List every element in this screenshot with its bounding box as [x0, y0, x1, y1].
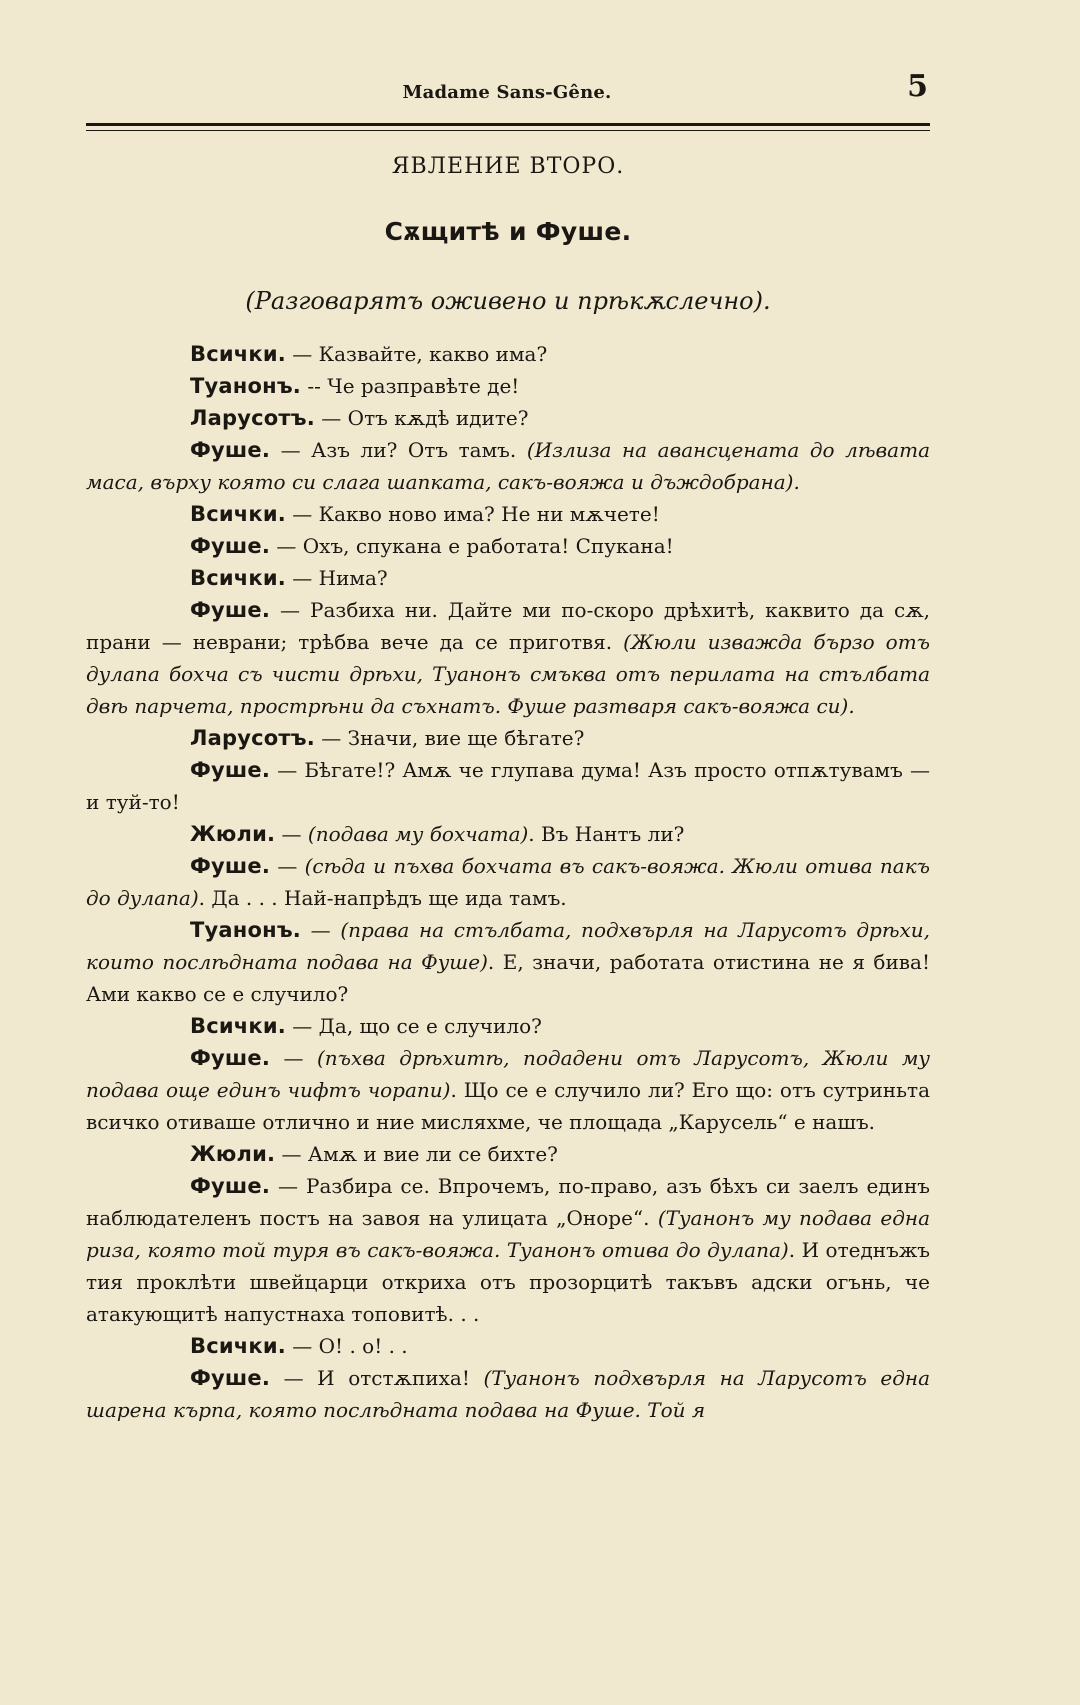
scene-characters: Сѫщитѣ и Фуше. [384, 217, 632, 246]
speaker-name: Фуше. [190, 598, 271, 622]
header-rule-thin [86, 130, 930, 131]
line-text: -- Че разправѣте де! [301, 374, 520, 398]
line-text: — [275, 822, 308, 846]
dialogue-line [86, 754, 930, 818]
dialogue-line [86, 1042, 930, 1138]
line-text-after: . Е, значи, работата отистина не я бива! Ами какво се е случило? [86, 950, 931, 1006]
dialogue-line [86, 594, 930, 722]
line-text-after: . Въ Нантъ ли? [528, 822, 685, 846]
speaker-name: Фуше. [190, 758, 271, 782]
dialogue-line [86, 370, 930, 402]
speaker-name: Всички. [190, 1014, 286, 1038]
line-text: — Охъ, спукана е работата! Спукана! [270, 534, 674, 558]
dialogue-line [86, 402, 930, 434]
line-text: — Разбира се. Впрочемъ, по-право, азъ бѣхъ си заелъ единъ наблюдателенъ постъ на завоя на улицата „Оноре“. [86, 1174, 930, 1230]
dialogue-line [86, 1170, 930, 1330]
speaker-name: Всички. [190, 566, 286, 590]
line-text: — Разбиха ни. Дайте ми по-скоро дрѣхитѣ, каквито да сѫ, прани — неврани; трѣбва вече да се приготвя. [86, 598, 930, 654]
speaker-name: Всички. [190, 342, 286, 366]
speaker-name: Всички. [190, 1334, 286, 1358]
line-text: — Амѫ и вие ли се бихте? [275, 1142, 558, 1166]
line-text-after: . Да . . . Най-напрѣдъ ще ида тамъ. [198, 886, 567, 910]
dialogue-line [86, 850, 930, 914]
speaker-name: Жюли. [190, 1142, 276, 1166]
dialogue-line [86, 562, 930, 594]
speaker-name: Фуше. [190, 1366, 271, 1390]
speaker-name: Фуше. [190, 1174, 271, 1198]
stage-direction: (Излиза на авансцената до лѣвата маса, върху която си слага шапката, сакъ-вояжа и дъждобрана). [86, 438, 930, 494]
opening-stage-direction: (Разговарятъ оживено и прѣкѫслечно). [245, 287, 771, 315]
stage-direction: (Туанонъ подхвърля на Ларусотъ една шарена кърпа, която послѣдната подава на Фуше. Той я [86, 1366, 930, 1422]
line-text: — И отстѫпиха! [270, 1366, 484, 1390]
speaker-name: Жюли. [190, 822, 276, 846]
dialogue-line [86, 914, 930, 1010]
running-title: Madame Sans-Gêne. [402, 82, 612, 103]
speaker-name: Фуше. [190, 1046, 271, 1070]
scene-heading: ЯВЛЕНИЕ ВТОРО. [391, 154, 625, 179]
stage-direction: (пъхва дрѣхитѣ, подадени отъ Ларусотъ, Жюли му подава още единъ чифтъ чорапи) [86, 1046, 930, 1102]
speaker-name: Туанонъ. [190, 918, 301, 942]
speaker-name: Фуше. [190, 438, 271, 462]
dialogue-line [86, 498, 930, 530]
line-text: — [301, 918, 341, 942]
dialogue-body [86, 338, 930, 1426]
line-text: — Азъ ли? Отъ тамъ. [270, 438, 527, 462]
dialogue-line [86, 1010, 930, 1042]
dialogue-line [86, 338, 930, 370]
dialogue-line [86, 434, 930, 498]
page-number: 5 [907, 69, 928, 104]
line-text: — Какво ново има? Не ни мѫчете! [285, 502, 660, 526]
line-text: — Значи, вие ще бѣгате? [314, 726, 585, 750]
dialogue-line [86, 1138, 930, 1170]
speaker-name: Ларусотъ. [190, 726, 315, 750]
speaker-name: Туанонъ. [190, 374, 301, 398]
line-text: — Отъ кѫдѣ идите? [314, 406, 529, 430]
speaker-name: Ларусотъ. [190, 406, 315, 430]
stage-direction: (Жюли изважда бързо отъ дулапа бохча съ чисти дрѣхи, Туанонъ смъква отъ перилата на стълбата двѣ парчета, прострѣни да съхнатъ. Фуше разтваря сакъ-вояжа си). [86, 630, 930, 718]
line-text: — Казвайте, какво има? [285, 342, 548, 366]
line-text: — [270, 1046, 317, 1070]
speaker-name: Всички. [190, 502, 286, 526]
line-text: — О! . о! . . [285, 1334, 408, 1358]
header-rule-thick [86, 123, 930, 126]
line-text: — Бѣгате!? Амѫ че глупава дума! Азъ просто отпѫтувамъ — и туй-то! [86, 758, 930, 814]
stage-direction: (подава му бохчата) [307, 822, 529, 846]
speaker-name: Фуше. [190, 534, 271, 558]
dialogue-line [86, 530, 930, 562]
dialogue-line [86, 1362, 930, 1426]
dialogue-line [86, 818, 930, 850]
line-text-after: . Що се е случило ли? Его що: отъ сутриньта всичко отиваше отлично и ние мисляхме, че площада „Карусель“ е нашъ. [86, 1078, 930, 1134]
dialogue-line [86, 722, 930, 754]
page-header [86, 70, 928, 110]
line-text-after: . И отеднъжъ тия проклѣти швейцарци откриха отъ прозорцитѣ такъвъ адски огънь, че атакующитѣ напустнаха топовитѣ. . . [86, 1238, 930, 1326]
stage-direction: (Туанонъ му подава една риза, която той туря въ сакъ-вояжа. Туанонъ отива до дулапа) [86, 1206, 930, 1262]
stage-direction: (сѣда и пъхва бохчата въ сакъ-вояжа. Жюли отива пакъ до дулапа) [86, 854, 930, 910]
stage-direction: (права на стълбата, подхвърля на Ларусотъ дрѣхи, които послѣдната подава на Фуше) [86, 918, 931, 974]
line-text: — [270, 854, 305, 878]
dialogue-line [86, 1330, 930, 1362]
speaker-name: Фуше. [190, 854, 271, 878]
line-text: — Да, що се е случило? [285, 1014, 542, 1038]
line-text: — Нима? [285, 566, 388, 590]
